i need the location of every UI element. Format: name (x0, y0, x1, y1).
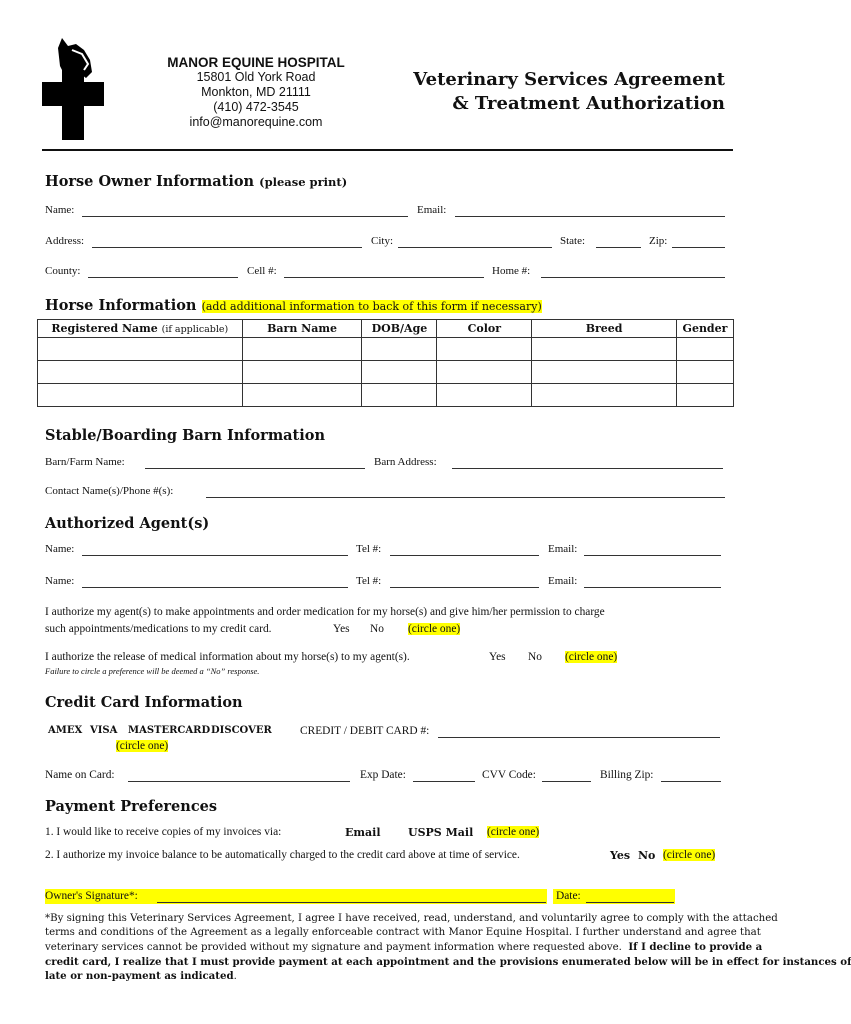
owner-state-label: State: (560, 235, 586, 247)
hospital-logo (42, 38, 104, 140)
col-color: Color (437, 320, 532, 338)
payment-heading: Payment Preferences (45, 798, 218, 815)
table-cell[interactable] (242, 338, 362, 361)
agents-heading: Authorized Agent(s) (45, 515, 210, 532)
table-cell[interactable] (242, 361, 362, 384)
card-circle-one: (circle one) (116, 740, 169, 752)
table-cell[interactable] (437, 384, 532, 407)
table-cell[interactable] (676, 338, 733, 361)
footnote-line2: terms and conditions of the Agreement as a legally enforceable contract with Manor Equine Hospital. I further understand and agree that (45, 927, 761, 938)
table-cell[interactable] (532, 361, 677, 384)
horse-table (37, 319, 734, 407)
col-gender: Gender (676, 320, 733, 338)
credit-heading: Credit Card Information (45, 694, 243, 711)
agent2-tel-label: Tel #: (356, 575, 382, 587)
table-row (38, 361, 734, 384)
table-cell[interactable] (38, 361, 243, 384)
exp-date-label: Exp Date: (360, 769, 406, 781)
agent2-name-label: Name: (45, 575, 75, 587)
pref2-no[interactable]: No (638, 849, 656, 862)
table-cell[interactable] (437, 361, 532, 384)
card-amex[interactable]: AMEX (48, 725, 83, 736)
table-cell[interactable] (38, 384, 243, 407)
owner-heading-note: (please print) (259, 175, 348, 189)
barn-name-label: Barn/Farm Name: (45, 456, 125, 468)
table-cell[interactable] (437, 338, 532, 361)
clinic-email: info@manorequine.com (189, 115, 323, 129)
owner-name-field[interactable] (82, 216, 408, 217)
card-visa[interactable]: VISA (90, 725, 118, 736)
owner-name-label: Name: (45, 204, 75, 216)
owner-city-field[interactable] (398, 247, 552, 248)
header-divider (42, 149, 733, 151)
form-title (413, 68, 725, 116)
form-title-line1: Veterinary Services Agreement (413, 69, 725, 90)
table-cell[interactable] (362, 384, 437, 407)
footnote-line3: veterinary services cannot be provided without my signature and payment information where requested above. If I decline to provide a (45, 941, 763, 953)
agent2-email-label: Email: (548, 575, 578, 587)
agent2-tel-field[interactable] (390, 587, 539, 588)
auth1-no[interactable]: No (370, 623, 384, 635)
contact-label: Contact Name(s)/Phone #(s): (45, 485, 174, 497)
col-dob-age: DOB/Age (362, 320, 437, 338)
agent1-tel-label: Tel #: (356, 543, 382, 555)
agent1-email-field[interactable] (584, 555, 721, 556)
pref2-circle-one: (circle one) (663, 849, 716, 861)
agent2-name-field[interactable] (82, 587, 348, 588)
owner-zip-label: Zip: (649, 235, 668, 247)
clinic-info (128, 55, 384, 130)
horse-heading (45, 295, 542, 314)
signature-date-label: Date: (556, 890, 581, 902)
footnote-line4: credit card, I realize that I must provide payment at each appointment and the provisions enumerated below will be in effect for instances of (45, 956, 851, 968)
auth2-yes[interactable]: Yes (489, 651, 506, 663)
owner-cell-label: Cell #: (247, 265, 277, 277)
agent2-email-field[interactable] (584, 587, 721, 588)
owner-cell-field[interactable] (284, 277, 484, 278)
barn-address-label: Barn Address: (374, 456, 437, 468)
pref1-mail-option[interactable]: USPS Mail (408, 826, 474, 839)
col-registered-name: Registered Name (if applicable) (38, 320, 243, 338)
clinic-phone: (410) 472-3545 (213, 100, 299, 114)
pref1-email-option[interactable]: Email (345, 826, 381, 839)
table-cell[interactable] (242, 384, 362, 407)
pref1-text: 1. I would like to receive copies of my invoices via: (45, 826, 282, 838)
auth2-no[interactable]: No (528, 651, 542, 663)
clinic-address-line1: 15801 Old York Road (196, 70, 316, 84)
agent1-name-field[interactable] (82, 555, 348, 556)
table-cell[interactable] (362, 361, 437, 384)
table-row (38, 338, 734, 361)
footnote-line5: late or non-payment as indicated. (45, 970, 237, 982)
billing-zip-field[interactable] (661, 781, 721, 782)
col-barn-name: Barn Name (242, 320, 362, 338)
table-cell[interactable] (38, 338, 243, 361)
billing-zip-label: Billing Zip: (600, 769, 654, 781)
cvv-field[interactable] (542, 781, 591, 782)
owner-address-label: Address: (45, 235, 85, 247)
horse-heading-text: Horse Information (45, 297, 197, 314)
owner-address-field[interactable] (92, 247, 362, 248)
table-row (38, 384, 734, 407)
pref2-text: 2. I authorize my invoice balance to be automatically charged to the credit card above at time of service. (45, 849, 520, 861)
cvv-label: CVV Code: (482, 769, 536, 781)
name-on-card-field[interactable] (128, 781, 350, 782)
auth1-yes[interactable]: Yes (333, 623, 350, 635)
owner-heading-text: Horse Owner Information (45, 173, 255, 190)
auth1-line1: I authorize my agent(s) to make appointments and order medication for my horse(s) and give him/her permission to charge (45, 606, 605, 618)
owner-county-field[interactable] (88, 277, 238, 278)
auth2-circle-one: (circle one) (565, 651, 618, 663)
owner-home-field[interactable] (541, 277, 725, 278)
table-cell[interactable] (532, 338, 677, 361)
col-breed: Breed (532, 320, 677, 338)
owner-email-field[interactable] (455, 216, 725, 217)
contact-field[interactable] (206, 497, 725, 498)
card-number-field[interactable] (438, 737, 720, 738)
owner-heading (45, 171, 347, 190)
table-cell[interactable] (676, 384, 733, 407)
form-title-line2: & Treatment Authorization (452, 93, 725, 114)
barn-name-field[interactable] (145, 468, 365, 469)
auth1-circle-one: (circle one) (408, 623, 461, 635)
horse-table-header (38, 320, 734, 338)
signature-date-field[interactable] (586, 902, 674, 903)
owner-state-field[interactable] (596, 247, 641, 248)
auth2-text: I authorize the release of medical information about my horse(s) to my agent(s). (45, 651, 410, 663)
horse-heading-note: (add additional information to back of this form if necessary) (201, 300, 542, 313)
owner-signature-field[interactable] (157, 902, 546, 903)
card-mastercard[interactable]: MASTERCARD (128, 725, 211, 736)
owner-county-label: County: (45, 265, 81, 277)
table-cell[interactable] (362, 338, 437, 361)
owner-home-label: Home #: (492, 265, 531, 277)
card-number-label: CREDIT / DEBIT CARD #: (300, 725, 430, 737)
stable-heading: Stable/Boarding Barn Information (45, 427, 325, 444)
pref1-circle-one: (circle one) (487, 826, 540, 838)
pref2-yes[interactable]: Yes (610, 849, 631, 862)
owner-city-label: City: (371, 235, 394, 247)
exp-date-field[interactable] (413, 781, 475, 782)
table-cell[interactable] (676, 361, 733, 384)
auth1-line2: such appointments/medications to my credit card. (45, 623, 272, 635)
name-on-card-label: Name on Card: (45, 769, 115, 781)
failure-note: Failure to circle a preference will be deemed a “No” response. (45, 666, 260, 676)
footnote (45, 912, 851, 984)
clinic-address-line2: Monkton, MD 21111 (201, 85, 311, 99)
agent1-email-label: Email: (548, 543, 578, 555)
owner-signature-label: Owner's Signature*: (45, 890, 138, 902)
barn-address-field[interactable] (452, 468, 723, 469)
owner-email-label: Email: (417, 204, 447, 216)
owner-zip-field[interactable] (672, 247, 725, 248)
table-cell[interactable] (532, 384, 677, 407)
agent1-name-label: Name: (45, 543, 75, 555)
card-discover[interactable]: DISCOVER (211, 725, 272, 736)
agent1-tel-field[interactable] (390, 555, 539, 556)
clinic-name: MANOR EQUINE HOSPITAL (167, 55, 345, 70)
footnote-line1: *By signing this Veterinary Services Agreement, I agree I have received, read, understand, and voluntarily agree to comply with the attached (45, 913, 778, 924)
